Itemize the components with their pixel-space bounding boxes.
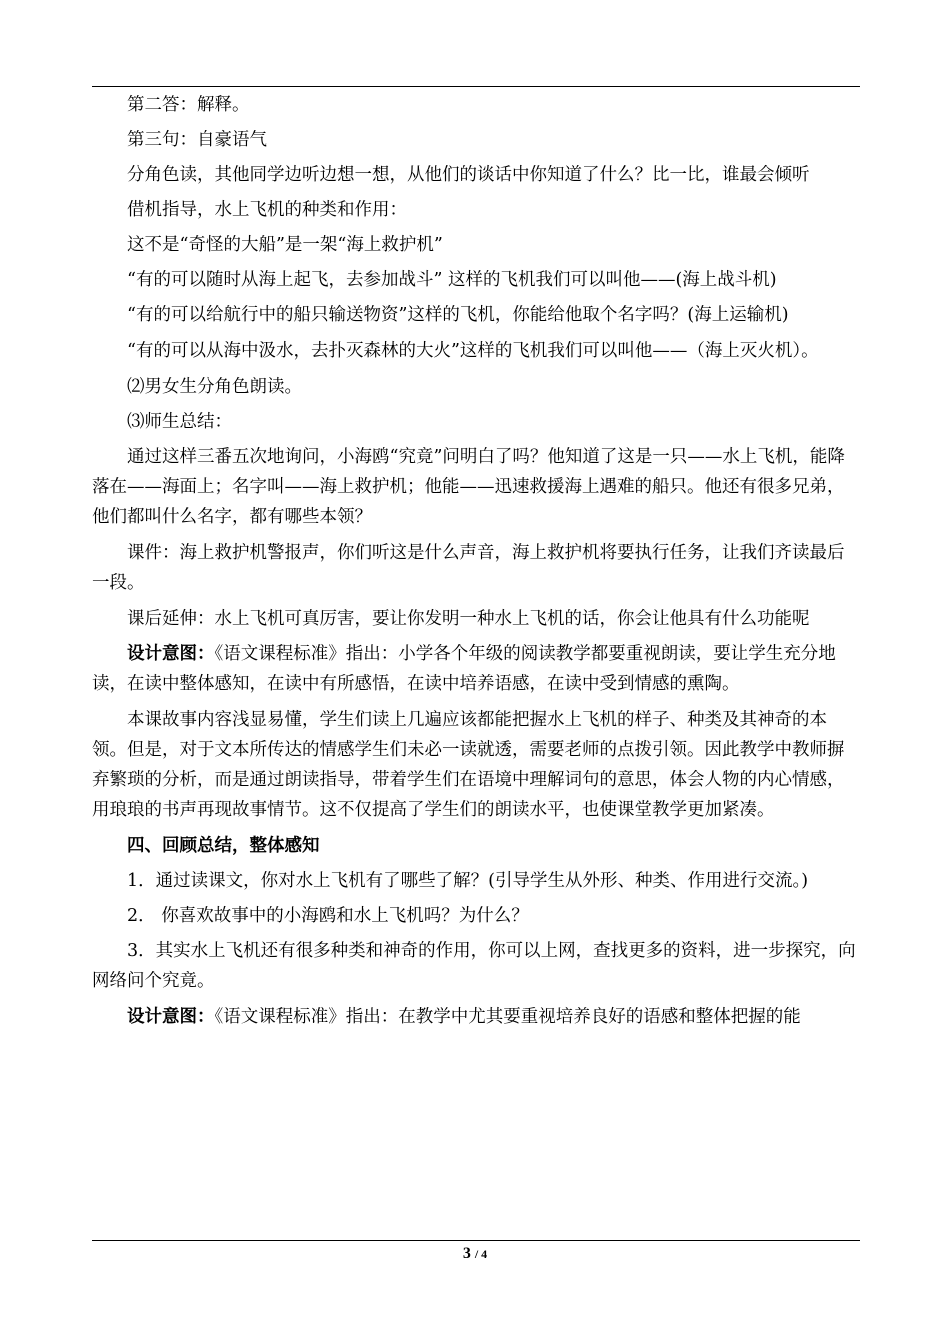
- total-pages: / 4: [474, 1247, 488, 1261]
- list-item: 3．其实水上飞机还有很多种类和神奇的作用，你可以上网，查找更多的资料，进一步探究，向网络问个究竟。: [92, 941, 856, 991]
- design-intent-text: 《语文课程标准》指出：小学各个年级的阅读教学都要重视朗读，要让学生充分地读，在读中整体感知，在读中有所感悟，在读中培养语感，在读中受到情感的熏陶。: [92, 644, 836, 694]
- footer-rule: [92, 1240, 860, 1241]
- design-intent-text: 《语文课程标准》指出：在教学中尤其要重视培养良好的语感和整体把握的能: [214, 1007, 801, 1027]
- list-item: 2． 你喜欢故事中的小海鸥和水上飞机吗？为什么？: [127, 906, 529, 926]
- paragraph: 分角色读，其他同学边听边想一想，从他们的谈话中你知道了什么？比一比，谁最会倾听: [127, 165, 810, 185]
- section-heading: 四、回顾总结，整体感知: [127, 836, 320, 856]
- document-body: [92, 90, 860, 1037]
- paragraph: 通过这样三番五次地询问，小海鸥“究竟”问明白了吗？他知道了这是一只——水上飞机，能降落在——海面上；名字叫——海上救护机；他能——迅速救援海上遇难的船只。他还有很多兄弟，他们都叫什么名字，都有哪些本领？: [92, 447, 845, 527]
- header-rule: [92, 86, 860, 87]
- paragraph: 第三句：自豪语气: [127, 130, 267, 150]
- design-intent-label: 设计意图：: [127, 1007, 215, 1027]
- paragraph: “有的可以给航行中的船只输送物资”这样的飞机，你能给他取个名字吗？(海上运输机): [127, 305, 789, 325]
- paragraph: 本课故事内容浅显易懂，学生们读上几遍应该都能把握水上飞机的样子、种类及其神奇的本领。但是，对于文本所传达的情感学生们未必一读就透，需要老师的点拨引领。因此教学中教师摒弃繁琐的分析，而是通过朗读指导，带着学生们在语境中理解词句的意思，体会人物的内心情感，用琅琅的书声再现故事情节。这不仅提高了学生们的朗读水平，也使课堂教学更加紧凑。: [92, 710, 845, 820]
- paragraph: “有的可以随时从海上起飞，去参加战斗” 这样的飞机我们可以叫他——(海上战斗机): [127, 270, 777, 290]
- page-number: [0, 1245, 950, 1263]
- paragraph: “有的可以从海中汲水，去扑灭森林的大火”这样的飞机我们可以叫他——（海上灭火机）。: [127, 341, 819, 361]
- paragraph: 借机指导，水上飞机的种类和作用：: [127, 200, 407, 220]
- paragraph: ⑶师生总结：: [127, 412, 232, 432]
- current-page: 3: [462, 1245, 471, 1262]
- paragraph: 课件：海上救护机警报声，你们听这是什么声音，海上救护机将要执行任务，让我们齐读最后一段。: [92, 543, 845, 593]
- design-intent-paragraph: [92, 639, 860, 699]
- list-item: 1．通过读课文，你对水上飞机有了哪些了解？(引导学生从外形、种类、作用进行交流。): [127, 871, 809, 891]
- paragraph: ⑵男女生分角色朗读。: [127, 377, 302, 397]
- paragraph: 第二答：解释。: [127, 95, 250, 115]
- design-intent-paragraph: [92, 1002, 860, 1032]
- paragraph: 这不是“奇怪的大船”是一架“海上救护机”: [127, 235, 443, 255]
- design-intent-label: 设计意图：: [127, 644, 215, 664]
- paragraph: 课后延伸：水上飞机可真厉害，要让你发明一种水上飞机的话，你会让他具有什么功能呢: [127, 609, 810, 629]
